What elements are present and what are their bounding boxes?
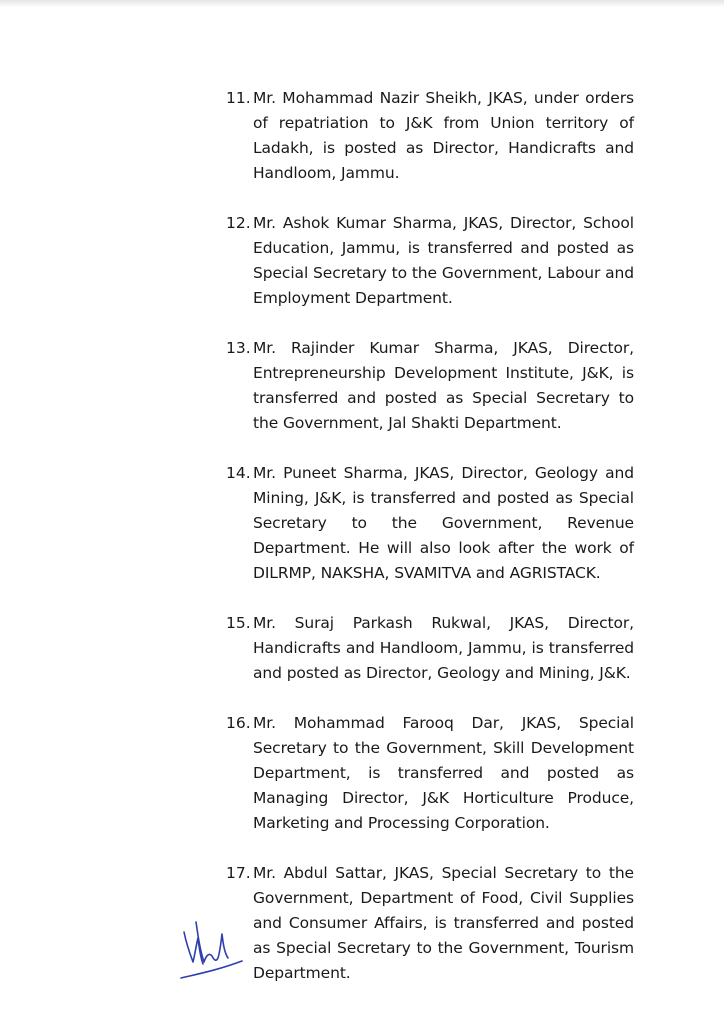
order-number: 13. xyxy=(226,339,251,357)
order-number: 12. xyxy=(226,214,251,232)
order-text: Mr. Ashok Kumar Sharma, JKAS, Director, School Education, Jammu, is transferred and posted as Special Secretary to the Government, Labour and Employment Department. xyxy=(253,214,634,307)
scan-top-edge xyxy=(0,0,724,7)
order-text: Mr. Puneet Sharma, JKAS, Director, Geology and Mining, J&K, is transferred and posted as Special Secretary to the Government, Revenue Department. He will also look after the work of DILRMP, NAKSHA, SVAMITVA and AGRISTACK. xyxy=(253,464,634,582)
order-text: Mr. Suraj Parkash Rukwal, JKAS, Director, Handicrafts and Handloom, Jammu, is transferred and posted as Director, Geology and Mining, J&K. xyxy=(253,614,634,682)
order-item-12 xyxy=(226,211,634,311)
handwritten-signature xyxy=(176,912,246,984)
order-text: Mr. Mohammad Farooq Dar, JKAS, Special Secretary to the Government, Skill Development Department, is transferred and posted as Managing Director, J&K Horticulture Produce, Marketing and Processing Corporation. xyxy=(253,714,634,832)
order-text: Mr. Mohammad Nazir Sheikh, JKAS, under orders of repatriation to J&K from Union territory of Ladakh, is posted as Director, Handicrafts and Handloom, Jammu. xyxy=(253,89,634,182)
order-number: 15. xyxy=(226,614,251,632)
order-number: 11. xyxy=(226,89,251,107)
transfer-orders-list xyxy=(226,86,634,1011)
order-number: 17. xyxy=(226,864,251,882)
order-number: 16. xyxy=(226,714,251,732)
signature-underline xyxy=(181,961,242,978)
order-item-16 xyxy=(226,711,634,836)
order-item-11 xyxy=(226,86,634,186)
order-number: 14. xyxy=(226,464,251,482)
order-item-17 xyxy=(226,861,634,986)
order-item-14 xyxy=(226,461,634,586)
order-text: Mr. Rajinder Kumar Sharma, JKAS, Director, Entrepreneurship Development Institute, J&K, is transferred and posted as Special Secretary to the Government, Jal Shakti Department. xyxy=(253,339,634,432)
order-item-13 xyxy=(226,336,634,436)
order-item-15 xyxy=(226,611,634,686)
order-text: Mr. Abdul Sattar, JKAS, Special Secretary to the Government, Department of Food, Civil Supplies and Consumer Affairs, is transferred and posted as Special Secretary to the Government, Tourism Department. xyxy=(253,864,634,982)
